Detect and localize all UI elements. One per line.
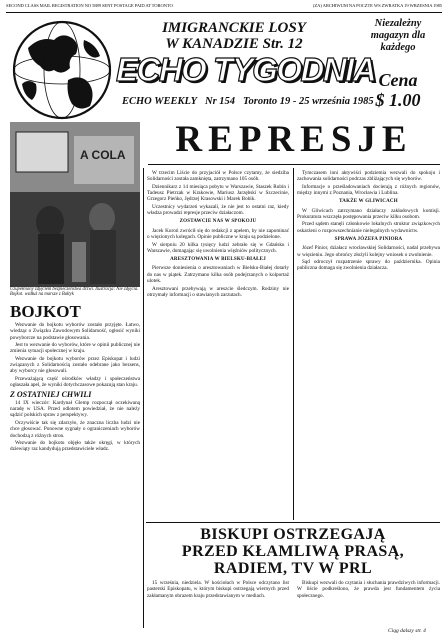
biskupi-paragraph: Biskupi wezwali do czytania i słuchania prawdziwych informacji. W liście podkreślono, że prawda jest fundamentem życia społecznego. — [297, 580, 440, 599]
issue-info-row — [122, 96, 374, 107]
right-paragraph: Przed sądem stanęli członkowie lokalnych struktur związkowych oskarżeni o rozpowszechnianie nielegalnych wydawnictw. — [297, 221, 440, 234]
issue-number: Nr 154 — [204, 96, 236, 107]
teaser-line-1: IMIGRANCKIE LOSY — [162, 20, 306, 36]
right-paragraph: Tymczasem inni aktywiści podziemia wezwali do spokoju i zachowania solidarności podczas zbliżających się wyborów. — [297, 170, 440, 183]
last-minute-title: Z OSTATNIEJ CHWILI — [10, 389, 92, 399]
biskupi-paragraph: 15 września, niedziela. W kościołach w Polsce odczytano list pasterski Episkopatu, w którym biskupi ostrzegają wiernych przed zakłamanym obrazem kraju przedstawianym w mediach. — [147, 580, 289, 599]
middle-paragraph: Dziennikarz z 14 miesiąca pobytu w Warszawie, Staszek Rubin i Tadeusz Pietrzak w Krakowie, Mariusz Jarzębski w Szczecinie, Grzegorz Pieńko, Jędrzej Krasowski i Marek Bobik. — [147, 183, 289, 203]
photo-caption: Uzupełniony zdjęciem bezpieczeństwa drzwi. Ilustracja: Nie zdjęcia. Bojkot. wzdłuż na marsze z Bałtyk — [10, 287, 139, 298]
right-paragraph: Informacje o prześladowaniach docierają z różnych regionów, między innymi z Poznania, Wrocławia i Lublina. — [297, 183, 440, 197]
last-minute-paragraph: Oczywiście tak się zdarzyło, że znaczna liczba ludzi nie chce głosować. Ponowne sygnały o ograniczeniach wyborów dochodzą z różnych stron. — [10, 419, 140, 439]
price-value: $ 1.00 — [375, 90, 421, 110]
globe-logo-icon — [10, 14, 114, 128]
biskupi-column-1 — [147, 580, 289, 630]
postal-registration-line — [6, 3, 442, 12]
biskupi-rule — [146, 522, 440, 523]
right-paragraph: W Gliwicach zatrzymano działaczy zakładowych komisji. Prokuratura wszczęła postępowania przeciw kilku osobom. — [297, 207, 440, 220]
biskupi-headline — [146, 526, 440, 577]
continued-note: Ciąg dalszy str. 4 — [388, 628, 426, 634]
middle-subheading-2: ARESZTOWANIA W BIELSKU-BIAŁEJ — [170, 257, 266, 263]
column-divider — [293, 168, 294, 520]
issue-date: Toronto 19 - 25 września 1985 — [243, 96, 374, 107]
bojkot-title: BOJKOT — [10, 302, 81, 321]
headline-rule — [148, 164, 440, 165]
middle-paragraph: Aresztowani przebywają w areszcie śledczym. Rodziny nie otrzymały informacji o stawianych zarzutach. — [147, 285, 289, 298]
bojkot-paragraph: Przeważającą część ośrodków władzy i społeczeństwa ogłaszała apel, że wyniki dotychczasowe pokazują stan kraju. — [10, 375, 140, 389]
front-page-photo — [10, 122, 140, 287]
magazine-tagline: Niezależny magazyn dla każdego — [370, 18, 426, 53]
middle-column — [147, 170, 289, 520]
last-minute-paragraph: Wezwanie do bojkotu objęło także okręgi, w których dziewiąty raz kandydują przedstawiciele władz. — [10, 439, 140, 453]
biskupi-column-2 — [297, 580, 440, 626]
teaser-line-2: W KANADZIE Str. 12 — [165, 36, 303, 52]
postal-registration-text: SECOND CLASS MAIL REGISTRATION NO 5889 SENT POSTAGE PAID AT TORONTO — [6, 3, 173, 8]
postal-return-text: (ZA) ARCHIWUM NA POCZTE WS ZWRATKA 19 WRZESNIA 1985 — [313, 3, 442, 8]
right-paragraph: Sąd odroczył rozpatrzenie sprawy do października. Opinia publiczna domaga się zwolnienia działacza. — [297, 259, 440, 272]
bojkot-paragraph: Wezwanie do bojkotu wyborów zostało przyjęte. Łatwo, wiedząc o Związku Zawodowym Solidarność, ogłosić wyniki powyborcze na podstawie głosowania. — [10, 322, 140, 341]
biskupi-line-1: BISKUPI OSTRZEGAJĄ — [200, 526, 386, 543]
middle-paragraph: W sierpniu 20 kilka tysięcy ludzi zebrało się w Gdańsku i Warszawie, domagając się uwolnienia więźniów politycznych. — [147, 241, 289, 254]
last-minute-paragraph: 14 IX wieczór: Kardynał Glemp rozpoczął oczekiwaną naradę w USA. Przed odlotem powiedział, że nie należy sądzić polskich spraw z perspektywy. — [10, 399, 140, 419]
photo-sign-text: A COLA — [80, 148, 126, 162]
middle-paragraph: W trzecim Liście do przyjaciół w Polsce czytamy, że siedziba Solidarności została zamknięta, zatrzymano 105 osób. — [147, 170, 289, 183]
english-name: ECHO WEEKLY — [122, 96, 197, 107]
bojkot-paragraph: Wezwanie do bojkotu wyborów przez Episkopat i ludzi związanych z Solidarnością zostało odebrane jako bezsens, aby wyborcy nie głosowali. — [10, 355, 140, 375]
main-headline: REPRESJE — [175, 119, 413, 160]
biskupi-line-2: PRZED KŁAMLIWĄ PRASĄ, — [181, 543, 405, 560]
column-divider — [143, 168, 144, 628]
middle-paragraph: Jacek Kuroń zwrócił się do redakcji z apelem, by nie zapominać o więzionych kolegach. Opinie publiczne w kraju są podzielone. — [147, 227, 289, 241]
bojkot-column — [10, 322, 140, 632]
right-subheading-1: TAKŻE W GLIWICACH — [339, 199, 398, 205]
newspaper-logo: ECHO TYGODNIA — [116, 51, 376, 88]
price-label: Cena — [378, 70, 418, 90]
right-column — [297, 170, 440, 520]
photo-illustration — [10, 122, 140, 287]
middle-paragraph: Uczestnicy wydarzeń wykazali, że nie jest to ostatni raz, kiedy władza prowadzi represje przeciw działaczom. — [147, 203, 289, 217]
middle-subheading-1: ZOSTAWCIE NAS W SPOKOJU — [179, 219, 257, 225]
biskupi-line-3: RADIEM, TV W PRL — [213, 560, 373, 577]
top-rule — [6, 12, 442, 13]
right-subheading-2: SPRAWA JÓZEFA PINIORA — [334, 237, 403, 243]
right-paragraph: Józef Pinior, działacz wrocławskiej Solidarności, nadal przebywa w więzieniu. Jego obrońcy złożyli kolejny wniosek o zwolnienie. — [297, 245, 440, 258]
bojkot-paragraph: Jest to wezwanie do wyborów, które w opinii publicznej nie zmienia sytuacji społecznej w kraju. — [10, 342, 140, 355]
middle-paragraph: Pierwsze doniesienia o aresztowaniach w Bielsku-Białej dotarły do nas w piątek. Zatrzymano kilka osób podejrzanych o kolportaż ulotek. — [147, 265, 289, 285]
